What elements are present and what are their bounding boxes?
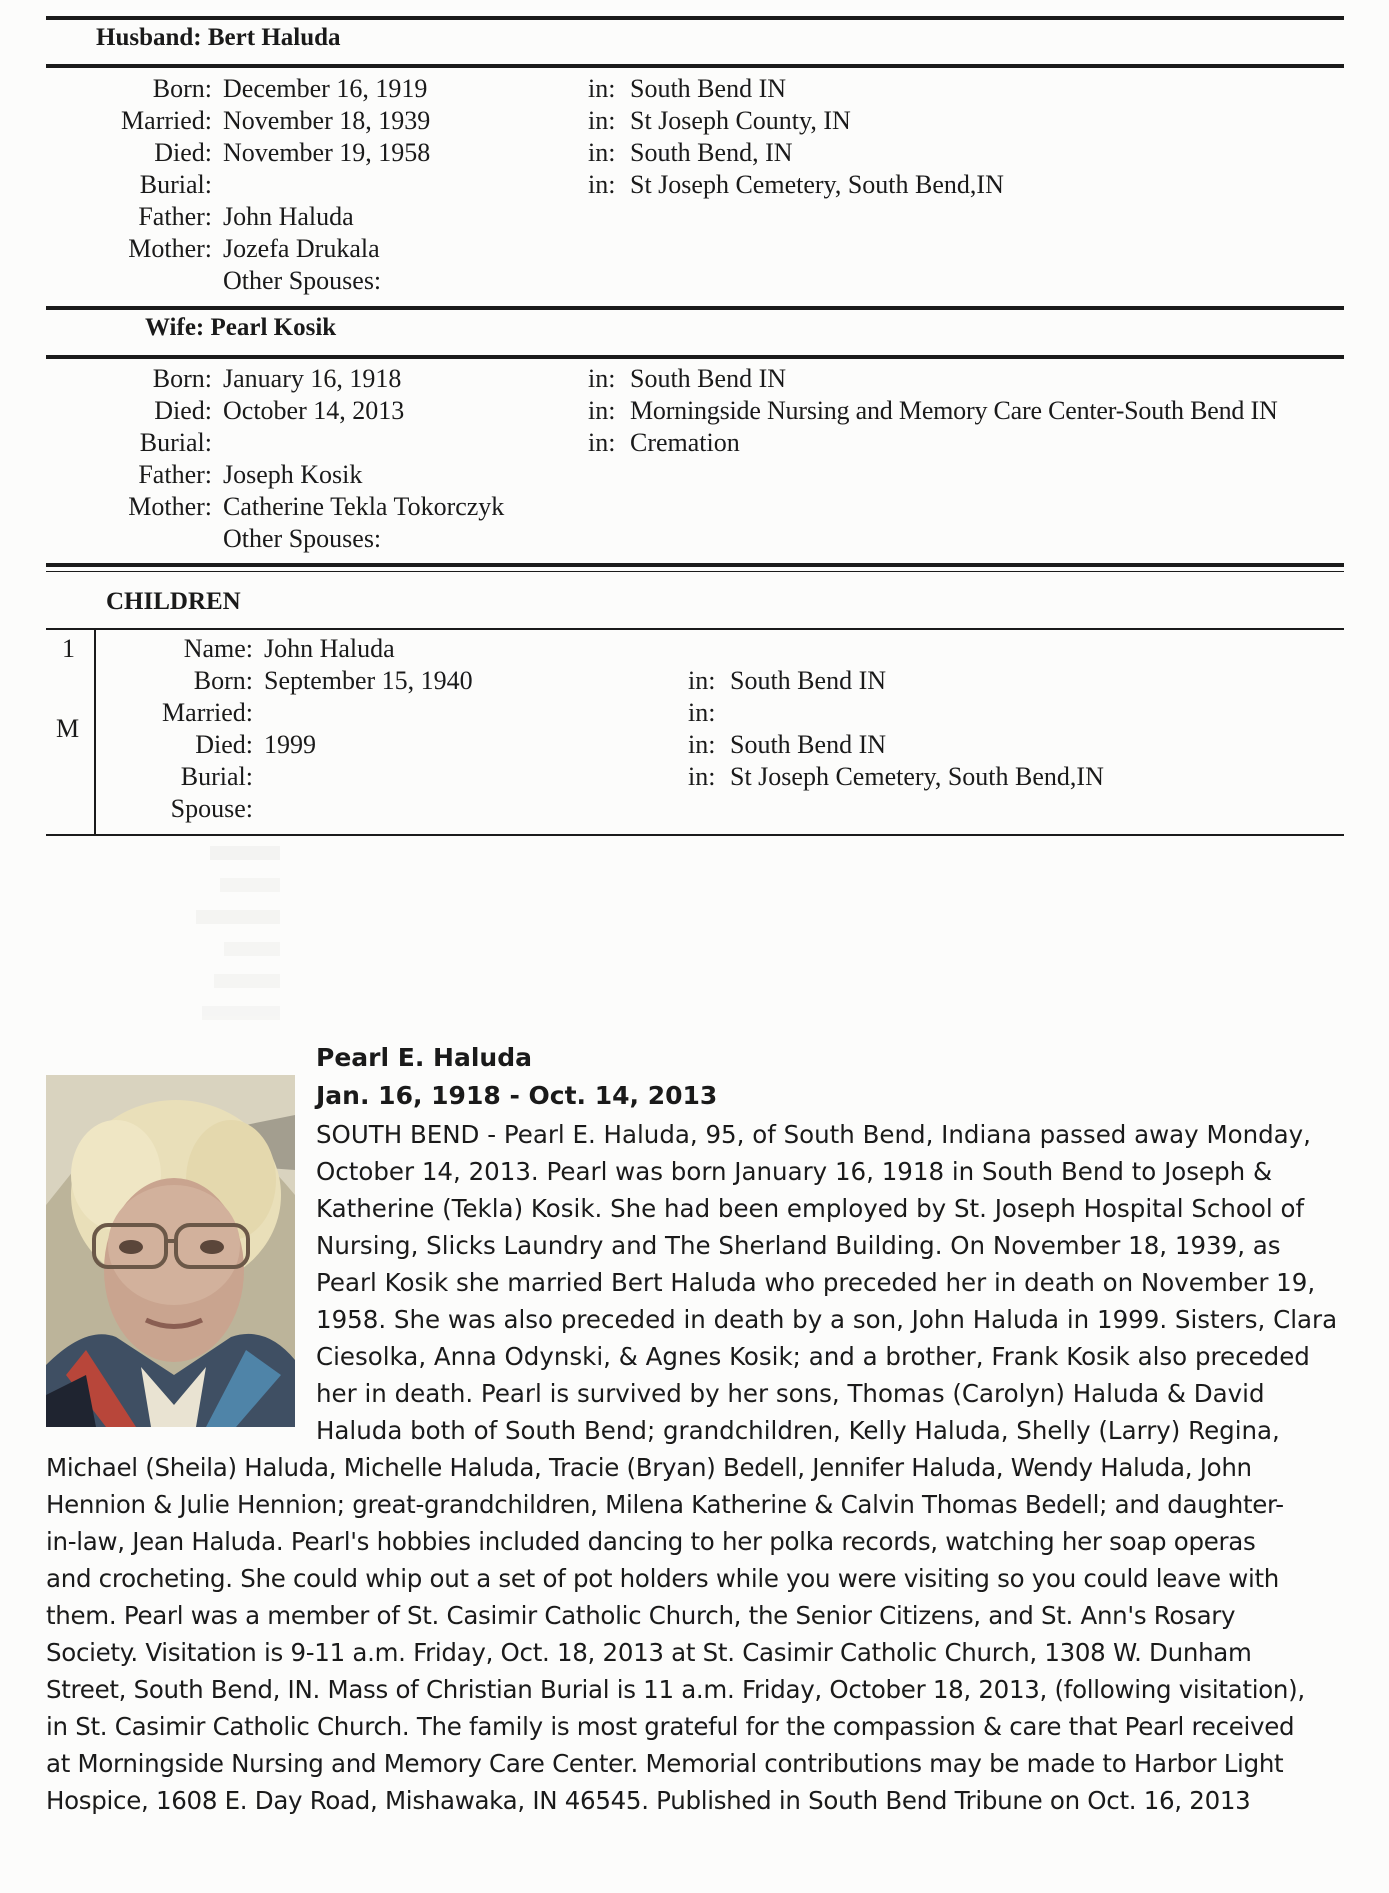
row-label: Married: [121,106,212,135]
child-sex: M [56,714,80,743]
obituary-line: October 14, 2013. Pearl was born January 16, 1918 in South Bend to Joseph & [316,1157,1273,1186]
row-label: Died: [195,730,253,759]
husband-header-label: Husband: [96,24,202,51]
row-place: South Bend, IN [630,138,793,167]
row-label: Spouse: [170,794,253,823]
obituary-line: at Morningside Nursing and Memory Care Center. Memorial contributions may be made to Harbor Light [46,1749,1284,1778]
bleed-through-texture [160,840,280,1040]
row-label: Died: [154,138,212,167]
obituary-line: Ciesolka, Anna Odynski, & Agnes Kosik; and a brother, Frank Kosik also preceded [316,1342,1310,1371]
row-label: Burial: [180,762,253,791]
obituary-line: her in death. Pearl is survived by her sons, Thomas (Carolyn) Haluda & David [316,1379,1265,1408]
obituary-line: Nursing, Slicks Laundry and The Sherland Building. On November 18, 1939, as [316,1231,1281,1260]
wife-name: Pearl Kosik [210,314,337,341]
row-label: Father: [138,202,212,231]
wife-rule [46,355,1344,359]
row-in-label: in: [588,170,616,199]
row-in-label: in: [688,762,716,791]
row-in-label: in: [588,74,616,103]
portrait-photo [46,1075,295,1427]
row-place: St Joseph Cemetery, South Bend,IN [730,762,1104,791]
row-value: Catherine Tekla Tokorczyk [223,492,505,521]
top-rule [46,16,1344,20]
row-label: Name: [183,634,253,663]
child-number: 1 [62,634,75,663]
row-place: Cremation [630,428,740,457]
children-header: CHILDREN [106,588,241,615]
row-place: St Joseph Cemetery, South Bend,IN [630,170,1004,199]
children-top-rule-2 [46,571,1344,572]
row-label: Burial: [139,170,212,199]
husband-rule [46,64,1344,68]
row-label: Born: [152,364,212,393]
row-place: South Bend IN [630,74,786,103]
row-place: Morningside Nursing and Memory Care Center-South Bend IN [630,396,1278,425]
row-in-label: in: [588,428,616,457]
row-label: Born: [193,666,253,695]
row-in-label: in: [688,666,716,695]
row-value: John Haluda [223,202,354,231]
row-in-label: in: [588,364,616,393]
row-value: November 18, 1939 [223,106,431,135]
row-value: December 16, 1919 [223,74,428,103]
row-place: South Bend IN [730,730,886,759]
row-place: South Bend IN [730,666,886,695]
row-in-label: in: [588,138,616,167]
row-value: Other Spouses: [223,524,382,553]
row-value: Jozefa Drukala [223,234,380,263]
obituary-line: Pearl Kosik she married Bert Haluda who preceded her in death on November 19, [316,1268,1316,1297]
row-label: Mother: [128,234,212,263]
row-value: November 19, 1958 [223,138,431,167]
wife-header [145,314,336,342]
obituary-line: 1958. She was also preceded in death by a son, John Haluda in 1999. Sisters, Clara [316,1305,1338,1334]
row-value: September 15, 1940 [264,666,473,695]
row-value: Joseph Kosik [223,460,363,489]
row-value: 1999 [264,730,316,759]
obituary-name: Pearl E. Haluda [316,1043,532,1072]
row-value: January 16, 1918 [223,364,402,393]
row-label: Died: [154,396,212,425]
row-in-label: in: [688,698,716,727]
row-value: John Haluda [264,634,395,663]
obituary-line: Michael (Sheila) Haluda, Michelle Haluda, Tracie (Bryan) Bedell, Jennifer Haluda, Wendy Haluda, John [46,1453,1252,1482]
children-bottom-rule [46,834,1344,836]
obituary-line: and crocheting. She could whip out a set of pot holders while you were visiting so you could leave with [46,1564,1279,1593]
obituary-line: Hennion & Julie Hennion; great-grandchildren, Milena Katherine & Calvin Thomas Bedell; and daughter- [46,1490,1284,1519]
row-in-label: in: [688,730,716,759]
obituary-line: Haluda both of South Bend; grandchildren, Kelly Haluda, Shelly (Larry) Regina, [316,1416,1280,1445]
row-label: Burial: [139,428,212,457]
obituary-line: in-law, Jean Haluda. Pearl's hobbies included dancing to her polka records, watching her soap operas [46,1527,1256,1556]
portrait-image [46,1075,295,1427]
obituary-line: Katherine (Tekla) Kosik. She had been employed by St. Joseph Hospital School of [316,1194,1305,1223]
wife-top-rule [46,306,1344,310]
obituary-dates: Jan. 16, 1918 - Oct. 14, 2013 [316,1081,718,1110]
row-label: Married: [162,698,253,727]
row-place: South Bend IN [630,364,786,393]
row-value: Other Spouses: [223,266,382,295]
row-value: October 14, 2013 [223,396,405,425]
wife-header-label: Wife: [145,314,205,341]
obituary-line: them. Pearl was a member of St. Casimir Catholic Church, the Senior Citizens, and St. Ann's Rosary [46,1601,1236,1630]
obituary-line: in St. Casimir Catholic Church. The family is most grateful for the compassion & care that Pearl received [46,1712,1295,1741]
children-header-rule [46,628,1344,630]
obituary-line: SOUTH BEND - Pearl E. Haluda, 95, of South Bend, Indiana passed away Monday, [316,1120,1311,1149]
row-in-label: in: [588,396,616,425]
row-label: Mother: [128,492,212,521]
row-place: St Joseph County, IN [630,106,851,135]
husband-name: Bert Haluda [207,24,341,51]
children-top-rule [46,563,1344,567]
husband-header [96,24,341,52]
children-left-divider [94,628,96,834]
obituary-line: Street, South Bend, IN. Mass of Christian Burial is 11 a.m. Friday, October 18, 2013, (following visitation), [46,1675,1305,1704]
row-label: Born: [152,74,212,103]
row-label: Father: [138,460,212,489]
obituary-line: Society. Visitation is 9-11 a.m. Friday, Oct. 18, 2013 at St. Casimir Catholic Church, 1308 W. Dunham [46,1638,1252,1667]
row-in-label: in: [588,106,616,135]
obituary-line: Hospice, 1608 E. Day Road, Mishawaka, IN 46545. Published in South Bend Tribune on Oct. 16, 2013 [46,1786,1251,1815]
